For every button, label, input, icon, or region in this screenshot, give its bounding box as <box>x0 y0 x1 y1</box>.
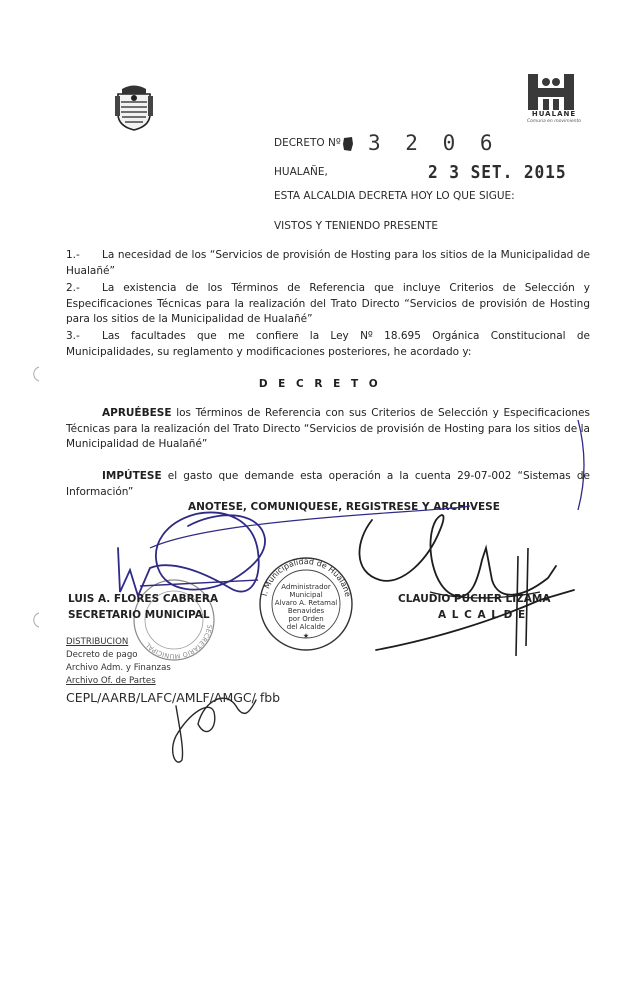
logo-tagline: Comuna en movimiento <box>526 119 582 124</box>
distribution-heading: DISTRIBUCION <box>66 637 129 647</box>
secretary-stamp-ring-text: SECRETARIO MUNICIPAL <box>143 623 214 661</box>
place: HUALAÑE, <box>274 166 328 178</box>
initials-signature <box>173 698 256 762</box>
distribution-item: Archivo Adm. y Finanzas <box>66 663 171 673</box>
closing-line: ANOTESE, COMUNIQUESE, REGISTRESE Y ARCHIVESE <box>188 501 500 513</box>
distribution-item: Archivo Of. de Partes <box>66 676 156 686</box>
consideration-text: Las facultades que me confiere la Ley Nº 18.695 Orgánica Constitucional de Municipalidades, su reglamento y modificaciones posteriores, he acordado y: <box>66 330 590 358</box>
resolution-aprobar <box>66 406 590 453</box>
ink-blot-mark <box>342 136 354 152</box>
distribution-item: Decreto de pago <box>66 650 138 660</box>
mayor-signature <box>359 515 556 596</box>
mayor-name: CLAUDIO PUCHER LIZAMA <box>398 593 551 605</box>
secretary-name: LUIS A. FLORES CABRERA <box>68 593 219 605</box>
logo-name: HUALAÑE <box>531 110 577 118</box>
consideration-text: La existencia de los Términos de Referencia que incluye Criterios de Selección y Especificaciones Técnicas para la realización del Trato Directo “Servicios de provisión de Hosting para los sitios de la Municipalidad de Hualañé” <box>66 282 590 326</box>
stamp-star-icon: ★ <box>302 632 310 640</box>
typist-initials: CEPL/AARB/LAFC/AMLF/AMGC/ fbb <box>66 690 281 705</box>
consideration-num: 2.- <box>66 282 80 294</box>
secretary-title: SECRETARIO MUNICIPAL <box>68 609 210 621</box>
stamp-line: Benavides <box>287 607 325 615</box>
decreto-label: DECRETO Nº <box>274 137 341 149</box>
stamp-line: Alvaro A. Retamal <box>274 599 338 607</box>
decreto-date: 2 3 SET. 2015 <box>428 162 567 183</box>
hualane-logo <box>524 70 584 114</box>
resolution-lead: IMPÚTESE <box>102 470 162 482</box>
consideration-3 <box>66 329 590 360</box>
punch-hole-mark <box>30 366 40 382</box>
consideration-2 <box>66 281 590 328</box>
stamp-line: Municipal <box>289 591 323 599</box>
stamp-line: Administrador <box>281 583 331 591</box>
stamp-line: del Alcalde <box>286 623 326 631</box>
consideration-text: La necesidad de los “Servicios de provisión de Hosting para los sitios de la Municipalidad de Hualañé” <box>66 249 590 277</box>
mayor-title: A L C A L D E <box>438 609 527 621</box>
consideration-1 <box>66 248 590 279</box>
punch-hole-mark <box>30 612 40 628</box>
consideration-num: 1.- <box>66 249 80 261</box>
resolution-lead: APRUÉBESE <box>102 407 172 419</box>
consideration-num: 3.- <box>66 330 80 342</box>
vistos-heading: VISTOS Y TENIENDO PRESENTE <box>274 220 439 232</box>
resolution-text: los Términos de Referencia con sus Criterios de Selección y Especificaciones Técnicas para la realización del Trato Directo “Servicios de provisión de Hosting para los sitios de la Municipalidad de Hualañé” <box>66 407 590 451</box>
stamp-line: por Orden <box>288 615 324 623</box>
resolution-imputar <box>66 469 590 500</box>
resolution-text: el gasto que demande esta operación a la cuenta 29-07-002 “Sistemas de Información” <box>66 470 590 498</box>
stamp-ring-text: I. Municipalidad de Hualañé <box>259 556 353 598</box>
decreto-number: 3 2 0 6 <box>368 131 499 155</box>
statement: ESTA ALCALDIA DECRETA HOY LO QUE SIGUE: <box>274 190 515 202</box>
municipal-crest-logo <box>112 84 156 132</box>
decreto-title: D E C R E T O <box>258 378 382 390</box>
